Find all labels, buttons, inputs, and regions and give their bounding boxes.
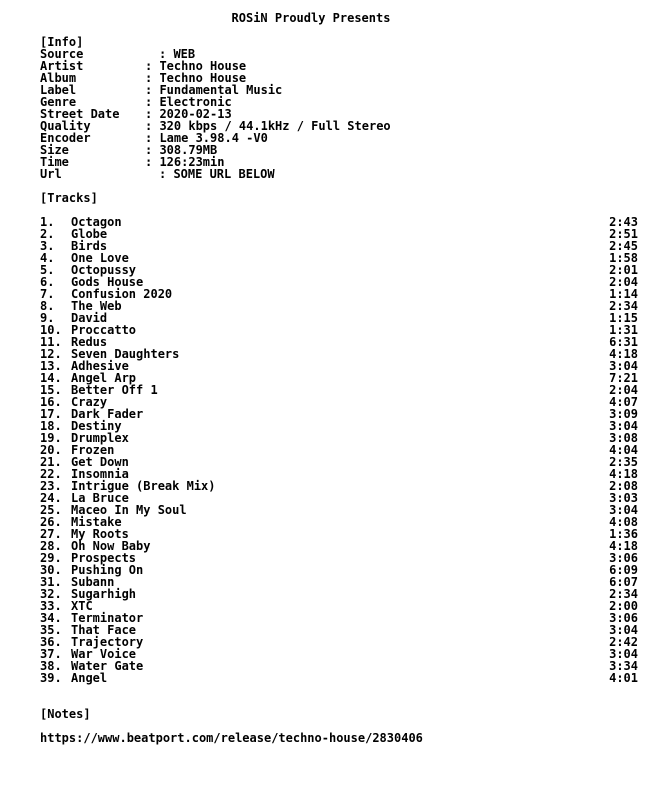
info-label: Encoder: [40, 131, 91, 145]
track-title: Maceo In My Soul: [71, 503, 187, 517]
track-title: Get Down: [71, 455, 129, 469]
track-number: 10.: [40, 323, 62, 337]
info-value-text: 126:23min: [159, 155, 225, 169]
track-duration: 3:34: [609, 659, 638, 673]
track-duration: 4:07: [609, 395, 638, 409]
track-duration: 3:04: [609, 647, 638, 661]
info-row: [0, 48, 648, 60]
track-title: Trajectory: [71, 635, 144, 649]
track-number: 1.: [40, 215, 55, 229]
track-title: Birds: [71, 239, 108, 253]
info-row: [0, 168, 648, 180]
track-duration: 2:42: [609, 635, 638, 649]
info-label: Album: [40, 71, 77, 85]
track-duration: 4:04: [609, 443, 638, 457]
info-value-text: Techno House: [159, 71, 247, 85]
track-row: [0, 672, 648, 684]
track-duration: 3:06: [609, 611, 638, 625]
track-duration: 1:36: [609, 527, 638, 541]
info-value-text: Fundamental Music: [159, 83, 283, 97]
track-title: Globe: [71, 227, 108, 241]
track-title: Better Off 1: [71, 383, 158, 397]
track-number: 8.: [40, 299, 55, 313]
track-number: 37.: [40, 647, 62, 661]
track-duration: 2:45: [609, 239, 638, 253]
track-duration: 4:18: [609, 539, 638, 553]
track-duration: 6:31: [609, 335, 638, 349]
track-duration: 2:04: [609, 383, 638, 397]
info-separator: :: [145, 155, 160, 169]
track-duration: 3:04: [609, 623, 638, 637]
track-title: Intrigue (Break Mix): [71, 479, 216, 493]
info-label: Time: [40, 155, 69, 169]
track-title: Oh Now Baby: [71, 539, 151, 553]
track-title: Angel Arp: [71, 371, 137, 385]
track-row: [0, 588, 648, 600]
track-duration: 1:14: [609, 287, 638, 301]
track-number: 32.: [40, 587, 62, 601]
track-number: 4.: [40, 251, 55, 265]
track-duration: 3:06: [609, 551, 638, 565]
track-number: 18.: [40, 419, 62, 433]
track-number: 15.: [40, 383, 62, 397]
track-title: Angel: [71, 671, 108, 685]
track-number: 39.: [40, 671, 62, 685]
track-duration: 2:43: [609, 215, 638, 229]
info-value-text: 308.79MB: [159, 143, 218, 157]
info-value-text: WEB: [173, 47, 196, 61]
track-title: Proccatto: [71, 323, 137, 337]
info-label: Source: [40, 47, 84, 61]
track-number: 38.: [40, 659, 62, 673]
notes-url: https://www.beatport.com/release/techno-house/2830406: [40, 731, 423, 745]
track-duration: 3:08: [609, 431, 638, 445]
info-value-text: Lame 3.98.4 -V0: [159, 131, 268, 145]
track-title: Drumplex: [71, 431, 129, 445]
track-number: 22.: [40, 467, 62, 481]
track-number: 21.: [40, 455, 62, 469]
track-duration: 4:18: [609, 347, 638, 361]
track-number: 34.: [40, 611, 62, 625]
track-number: 11.: [40, 335, 62, 349]
track-title: Dark Fader: [71, 407, 144, 421]
track-number: 16.: [40, 395, 62, 409]
track-number: 28.: [40, 539, 62, 553]
track-title: War Voice: [71, 647, 137, 661]
track-title: Adhesive: [71, 359, 129, 373]
track-number: 19.: [40, 431, 62, 445]
track-title: Confusion 2020: [71, 287, 173, 301]
info-separator: :: [145, 107, 160, 121]
info-row: [0, 156, 648, 168]
info-value-text: Electronic: [159, 95, 232, 109]
track-title: Water Gate: [71, 659, 144, 673]
track-duration: 4:18: [609, 467, 638, 481]
track-number: 23.: [40, 479, 62, 493]
track-number: 6.: [40, 275, 55, 289]
info-row: [0, 72, 648, 84]
info-value: [159, 168, 275, 180]
track-number: 14.: [40, 371, 62, 385]
track-duration: 2:00: [609, 599, 638, 613]
info-separator: :: [159, 47, 174, 61]
track-title: Terminator: [71, 611, 144, 625]
track-duration: 1:58: [609, 251, 638, 265]
track-number: 13.: [40, 359, 62, 373]
track-number: 29.: [40, 551, 62, 565]
track-duration: 2:08: [609, 479, 638, 493]
info-row: [0, 60, 648, 72]
info-label: Genre: [40, 95, 77, 109]
release-title: ROSiN Proudly Presents: [231, 11, 391, 25]
info-separator: :: [145, 131, 160, 145]
info-label: Url: [40, 167, 62, 181]
track-duration: 7:21: [609, 371, 638, 385]
track-duration: 1:15: [609, 311, 638, 325]
info-row: [0, 120, 648, 132]
info-value-text: Techno House: [159, 59, 247, 73]
track-title: Seven Daughters: [71, 347, 180, 361]
track-duration: 3:03: [609, 491, 638, 505]
track-duration: 2:51: [609, 227, 638, 241]
track-title: One Love: [71, 251, 129, 265]
track-title: XTC: [71, 599, 93, 613]
info-row: [0, 144, 648, 156]
info-separator: :: [159, 167, 174, 181]
info-separator: :: [145, 59, 160, 73]
track-duration: 3:04: [609, 419, 638, 433]
track-title: Crazy: [71, 395, 108, 409]
info-separator: :: [145, 95, 160, 109]
track-duration: 2:34: [609, 587, 638, 601]
track-number: 31.: [40, 575, 62, 589]
info-separator: :: [145, 71, 160, 85]
track-title: Prospects: [71, 551, 137, 565]
tracks-section-header: [Tracks]: [40, 191, 98, 205]
info-label: Size: [40, 143, 69, 157]
track-number: 36.: [40, 635, 62, 649]
info-row: [0, 132, 648, 144]
track-number: 12.: [40, 347, 62, 361]
info-separator: :: [145, 119, 160, 133]
info-separator: :: [145, 83, 160, 97]
track-title: Octopussy: [71, 263, 137, 277]
track-number: 25.: [40, 503, 62, 517]
track-number: 20.: [40, 443, 62, 457]
track-title: Pushing On: [71, 563, 144, 577]
track-title: Gods House: [71, 275, 144, 289]
track-duration: 3:04: [609, 503, 638, 517]
track-duration: 2:04: [609, 275, 638, 289]
track-number: 30.: [40, 563, 62, 577]
track-number: 7.: [40, 287, 55, 301]
track-title: La Bruce: [71, 491, 129, 505]
track-title: The Web: [71, 299, 122, 313]
info-section-header: [Info]: [40, 35, 84, 49]
track-duration: 2:01: [609, 263, 638, 277]
track-number: 3.: [40, 239, 55, 253]
track-duration: 6:07: [609, 575, 638, 589]
track-title: Sugarhigh: [71, 587, 137, 601]
track-number: 24.: [40, 491, 62, 505]
track-duration: 2:35: [609, 455, 638, 469]
track-title: David: [71, 311, 108, 325]
track-title: That Face: [71, 623, 137, 637]
info-value-text: 2020-02-13: [159, 107, 232, 121]
track-duration: 6:09: [609, 563, 638, 577]
track-duration: 3:04: [609, 359, 638, 373]
info-label: Quality: [40, 119, 91, 133]
track-number: 35.: [40, 623, 62, 637]
track-title: My Roots: [71, 527, 129, 541]
info-separator: :: [145, 143, 160, 157]
track-title: Frozen: [71, 443, 115, 457]
track-number: 26.: [40, 515, 62, 529]
track-number: 27.: [40, 527, 62, 541]
info-label: Label: [40, 83, 77, 97]
track-number: 2.: [40, 227, 55, 241]
info-label: Artist: [40, 59, 84, 73]
track-title: Subann: [71, 575, 115, 589]
info-row: [0, 84, 648, 96]
track-duration: 2:34: [609, 299, 638, 313]
track-title: Mistake: [71, 515, 122, 529]
track-number: 9.: [40, 311, 55, 325]
info-value-text: SOME URL BELOW: [173, 167, 275, 181]
track-duration: 3:09: [609, 407, 638, 421]
info-value-text: 320 kbps / 44.1kHz / Full Stereo: [159, 119, 391, 133]
track-number: 17.: [40, 407, 62, 421]
track-number: 5.: [40, 263, 55, 277]
notes-section-header: [Notes]: [40, 707, 91, 721]
track-title: Redus: [71, 335, 108, 349]
track-title: Destiny: [71, 419, 122, 433]
track-title: Octagon: [71, 215, 122, 229]
track-duration: 4:08: [609, 515, 638, 529]
track-title: Insomnia: [71, 467, 129, 481]
track-number: 33.: [40, 599, 62, 613]
track-duration: 1:31: [609, 323, 638, 337]
info-label: Street Date: [40, 107, 120, 121]
track-duration: 4:01: [609, 671, 638, 685]
